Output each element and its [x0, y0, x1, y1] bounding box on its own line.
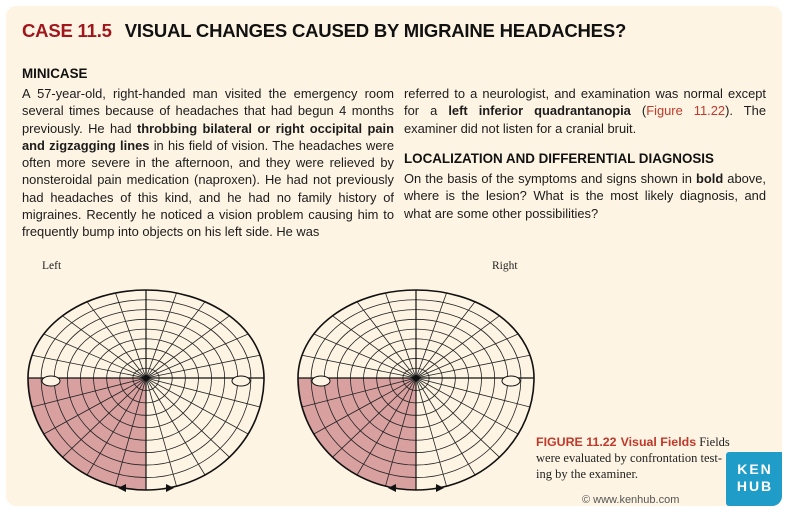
meridian-line [416, 378, 499, 457]
minicase-text-1: A 57-year-old, right-handed man visited the emergency room several times because of headaches that had begun 4 months previously. He had [22, 86, 394, 136]
meridian-line [146, 378, 229, 457]
meridian-line [146, 316, 229, 378]
fixation-point [413, 375, 419, 381]
blind-spot-marker [502, 376, 520, 386]
meridian-line [416, 293, 447, 378]
case-header [22, 20, 626, 42]
meridian-line [63, 316, 146, 378]
caption-figure-title: Visual Fields [620, 435, 697, 449]
localization-text [404, 170, 766, 222]
meridian-line [333, 316, 416, 378]
meridian-line [302, 355, 416, 378]
minicase-heading: MINICASE [22, 66, 88, 81]
kenhub-watermark: © www.kenhub.com [582, 494, 680, 506]
localization-text-1: On the basis of the symptoms and signs shown in [404, 171, 697, 186]
meridian-line [416, 355, 530, 378]
left-eye-label: Left [42, 260, 62, 272]
right-eye-label: Right [492, 260, 518, 272]
fixation-point [143, 375, 149, 381]
caption-line-3: ing by the examiner. [536, 467, 639, 481]
meridian-line [146, 355, 260, 378]
case-title: VISUAL CHANGES CAUSED BY MIGRAINE HEADACHES? [124, 20, 627, 41]
minicase-text-5: ). The examiner did not listen for a cranial bruit. [404, 103, 766, 136]
arrowhead [166, 484, 174, 492]
meridian-line [115, 293, 146, 378]
visual-field-right-eye [296, 274, 536, 501]
minicase-bold-1: throbbing bilateral or right occipital pain and zigzagging lines [22, 120, 394, 153]
caption-line-2: were evaluated by confrontation test- [536, 451, 723, 465]
minicase-text-col1 [22, 85, 394, 241]
minicase-text-3: referred to a neurologist, and examination was normal except for a [404, 86, 766, 119]
caption-line-1 [536, 434, 764, 450]
meridian-line [416, 378, 447, 486]
meridian-line [146, 378, 177, 486]
localization-bold: bold [696, 171, 724, 186]
page-panel [6, 6, 782, 506]
meridian-line [416, 316, 499, 378]
case-number: CASE 11.5 [22, 20, 112, 41]
figure-reference-link[interactable]: Figure 11.22 [646, 103, 726, 119]
blind-spot-marker [312, 376, 330, 386]
visual-field-left-eye [26, 274, 266, 501]
meridian-line [146, 293, 177, 378]
caption-figure-number: FIGURE 11.22 [536, 435, 617, 449]
caption-line-1-tail: Fields [699, 435, 730, 449]
meridian-line [32, 355, 146, 378]
minicase-text-2: in his field of vision. The headaches were often more severe in the afternoon, and they were relieved by nonsteroidal pain medication (naproxen). He had not previously had headaches of this kind, and he had no family history of migraines. Recently he noticed a vision problem causing him to frequently bump into objects on his left side. He was [22, 137, 394, 240]
minicase-text-4: ( [630, 103, 647, 119]
kenhub-logo [726, 452, 782, 506]
blind-spot-marker [42, 376, 60, 386]
kenhub-logo-line2: HUB [736, 478, 774, 494]
localization-heading: LOCALIZATION AND DIFFERENTIAL DIAGNOSIS [404, 151, 714, 166]
localization-text-2: above, where is the lesion? What is the most likely diagnosis, and what are some other possibilities? [404, 171, 766, 221]
blind-spot-marker [232, 376, 250, 386]
arrowhead [436, 484, 444, 492]
meridian-line [385, 293, 416, 378]
kenhub-logo-line1: KEN [737, 461, 773, 477]
minicase-bold-2: left inferior quadrantanopia [448, 103, 631, 119]
minicase-text-col2 [404, 85, 766, 137]
